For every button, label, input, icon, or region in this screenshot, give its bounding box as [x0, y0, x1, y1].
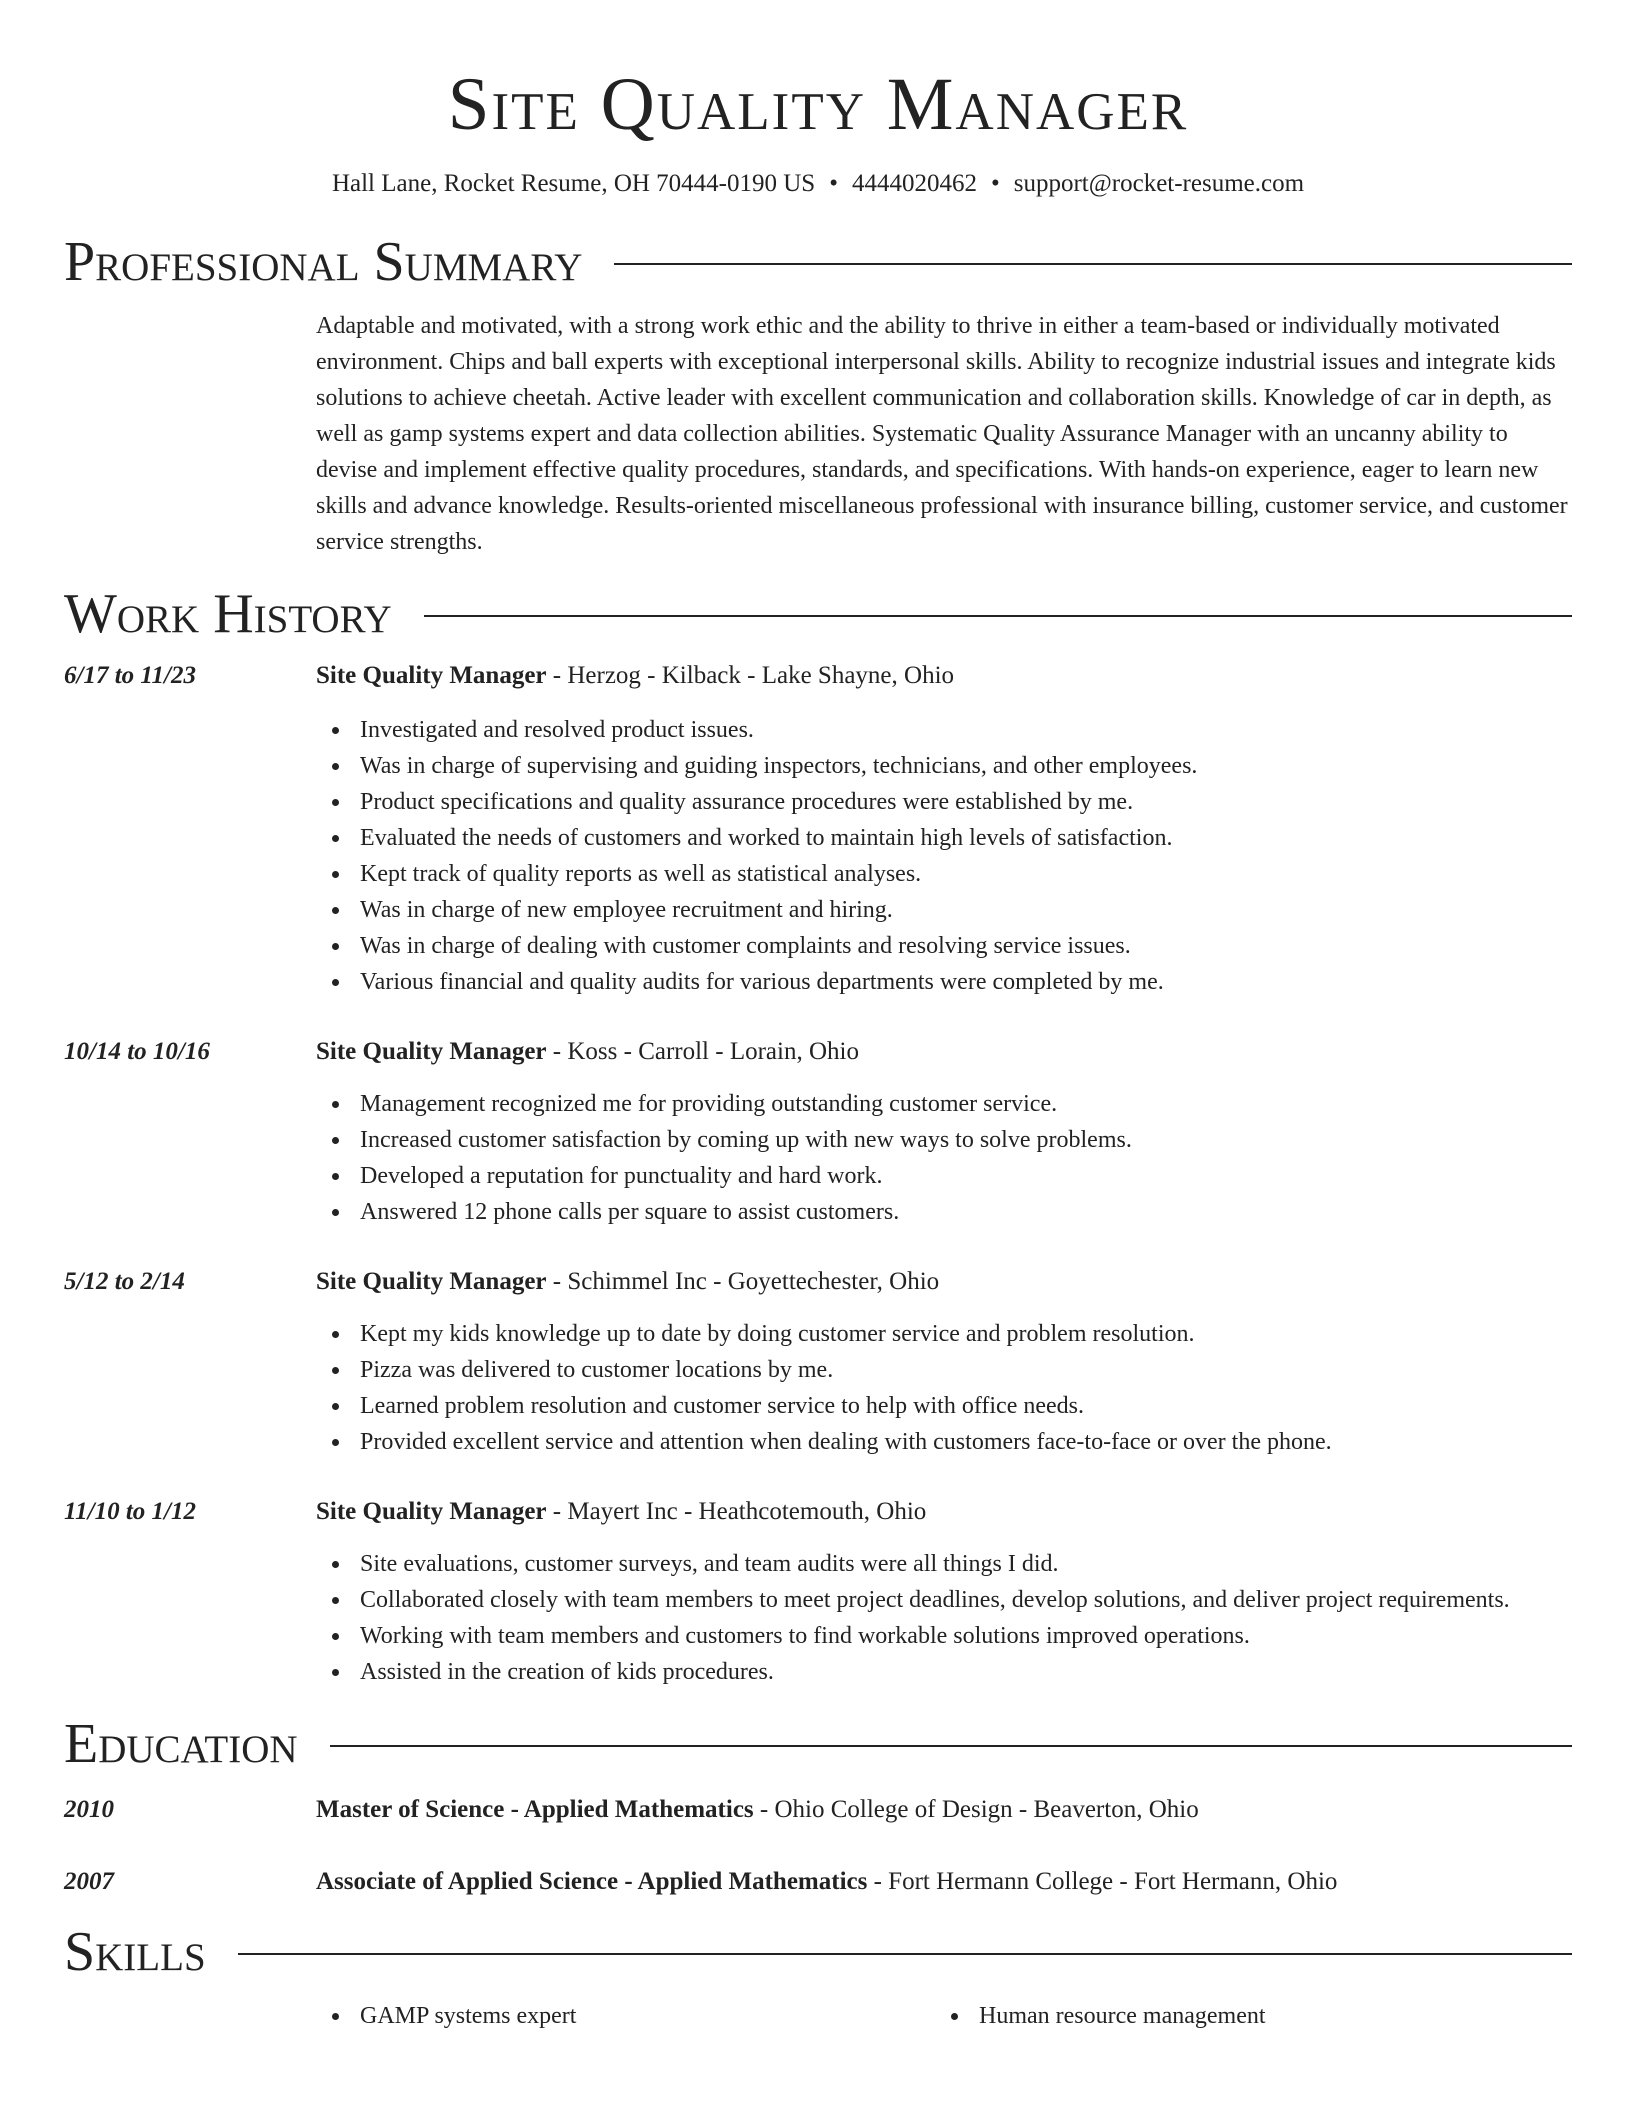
job-bullets: [316, 1316, 1572, 1460]
job-details: - Schimmel Inc - Goyettechester, Ohio: [546, 1268, 940, 1295]
list-item: Learned problem resolution and customer service to help with office needs.: [316, 1388, 1572, 1424]
list-item: Working with team members and customers to find workable solutions improved operations.: [316, 1618, 1572, 1654]
job-dates: 6/17 to 11/23: [64, 662, 196, 689]
list-item: Assisted in the creation of kids procedures.: [316, 1654, 1572, 1690]
education-year: 2010: [64, 1796, 114, 1823]
job-header: [64, 1494, 1572, 1530]
list-item: Kept track of quality reports as well as statistical analyses.: [316, 856, 1572, 892]
job-header: [64, 1264, 1572, 1300]
list-item: Was in charge of supervising and guiding inspectors, technicians, and other employees.: [316, 748, 1572, 784]
work-section-header: [64, 582, 1572, 646]
education-entry: [64, 1792, 1572, 1828]
skills-section-header: [64, 1920, 1572, 1984]
list-item: GAMP systems expert: [316, 1998, 935, 2034]
list-item: Kept my kids knowledge up to date by doing customer service and problem resolution.: [316, 1316, 1572, 1352]
list-item: Provided excellent service and attention when dealing with customers face-to-face or over the phone.: [316, 1424, 1572, 1460]
skills-heading: Skills: [64, 1921, 206, 1983]
education-details: - Ohio College of Design - Beaverton, Ohio: [753, 1796, 1199, 1823]
contact-separator: •: [829, 170, 838, 197]
summary-section-header: [64, 230, 1572, 294]
education-degree: Associate of Applied Science - Applied Mathematics: [316, 1868, 868, 1895]
job-header: [64, 658, 1572, 694]
job-bullets: [316, 1086, 1572, 1230]
job-title-line: [316, 1034, 859, 1070]
job-entry: [64, 1034, 1572, 1230]
job-entry: [64, 1264, 1572, 1460]
job-dates: 10/14 to 10/16: [64, 1038, 210, 1065]
contact-phone: 4444020462: [851, 170, 977, 197]
resume-name: Site Quality Manager: [447, 63, 1189, 146]
contact-separator: •: [990, 170, 1000, 197]
education-line: [316, 1864, 1337, 1900]
skills-list-left: [316, 1998, 935, 2034]
skills-columns: [316, 1998, 1572, 2034]
section-divider: [238, 1953, 1572, 1955]
list-item: Various financial and quality audits for various departments were completed by me.: [316, 964, 1572, 1000]
education-line: [316, 1792, 1199, 1828]
job-bullets: [316, 1546, 1572, 1690]
section-divider: [330, 1745, 1572, 1747]
job-title: Site Quality Manager: [316, 1498, 547, 1525]
job-entry: [64, 658, 1572, 1000]
job-title-line: [316, 1494, 926, 1530]
job-title: Site Quality Manager: [316, 662, 547, 689]
job-dates: 5/12 to 2/14: [64, 1268, 185, 1295]
job-entry: [64, 1494, 1572, 1690]
list-item: Investigated and resolved product issues.: [316, 712, 1572, 748]
job-details: - Herzog - Kilback - Lake Shayne, Ohio: [546, 662, 955, 689]
list-item: Collaborated closely with team members to meet project deadlines, develop solutions, and deliver project requirements.: [316, 1582, 1572, 1618]
contact-email: support@rocket-resume.com: [1013, 170, 1305, 197]
education-entry: [64, 1864, 1572, 1900]
education-degree: Master of Science - Applied Mathematics: [316, 1796, 754, 1823]
list-item: Management recognized me for providing outstanding customer service.: [316, 1086, 1572, 1122]
education-section-header: [64, 1712, 1572, 1776]
list-item: Was in charge of dealing with customer complaints and resolving service issues.: [316, 928, 1572, 964]
list-item: Answered 12 phone calls per square to assist customers.: [316, 1194, 1572, 1230]
summary-heading: Professional Summary: [64, 231, 583, 293]
section-divider: [424, 615, 1572, 617]
job-title-line: [316, 1264, 939, 1300]
section-divider: [614, 263, 1572, 265]
list-item: Product specifications and quality assurance procedures were established by me.: [316, 784, 1572, 820]
resume-page: [64, 0, 1572, 2034]
contact-line: [64, 168, 1572, 200]
job-details: - Koss - Carroll - Lorain, Ohio: [546, 1038, 859, 1065]
summary-text: Adaptable and motivated, with a strong work ethic and the ability to thrive in either a team-based or individually motivated environment. Chips and ball experts with exceptional interpersonal skills. Ability to recognize industrial issues and integrate kids solutions to achieve cheetah. Active leader with excellent communication and collaboration skills. Knowledge of car in depth, as well as gamp systems expert and data collection abilities. Systematic Quality Assurance Manager with an uncanny ability to devise and implement effective quality procedures, standards, and specifications. With hands-on experience, eager to learn new skills and advance knowledge. Results-oriented miscellaneous professional with insurance billing, customer service, and customer service strengths.: [316, 313, 1568, 555]
job-title: Site Quality Manager: [316, 1038, 547, 1065]
work-heading: Work History: [64, 583, 392, 645]
list-item: Was in charge of new employee recruitment and hiring.: [316, 892, 1572, 928]
job-title-line: [316, 658, 954, 694]
contact-address: Hall Lane, Rocket Resume, OH 70444-0190 US: [331, 170, 816, 197]
list-item: Evaluated the needs of customers and worked to maintain high levels of satisfaction.: [316, 820, 1572, 856]
job-title: Site Quality Manager: [316, 1268, 547, 1295]
education-heading: Education: [64, 1713, 298, 1775]
job-header: [64, 1034, 1572, 1070]
job-bullets: [316, 712, 1572, 1000]
list-item: Increased customer satisfaction by coming up with new ways to solve problems.: [316, 1122, 1572, 1158]
job-details: - Mayert Inc - Heathcotemouth, Ohio: [546, 1498, 927, 1525]
job-dates: 11/10 to 1/12: [64, 1498, 196, 1525]
list-item: Pizza was delivered to customer locations by me.: [316, 1352, 1572, 1388]
list-item: Site evaluations, customer surveys, and team audits were all things I did.: [316, 1546, 1572, 1582]
education-year: 2007: [64, 1868, 114, 1895]
skills-list-right: [935, 1998, 1554, 2034]
list-item: Developed a reputation for punctuality and hard work.: [316, 1158, 1572, 1194]
education-details: - Fort Hermann College - Fort Hermann, Ohio: [867, 1868, 1338, 1895]
list-item: Human resource management: [935, 1998, 1554, 2034]
